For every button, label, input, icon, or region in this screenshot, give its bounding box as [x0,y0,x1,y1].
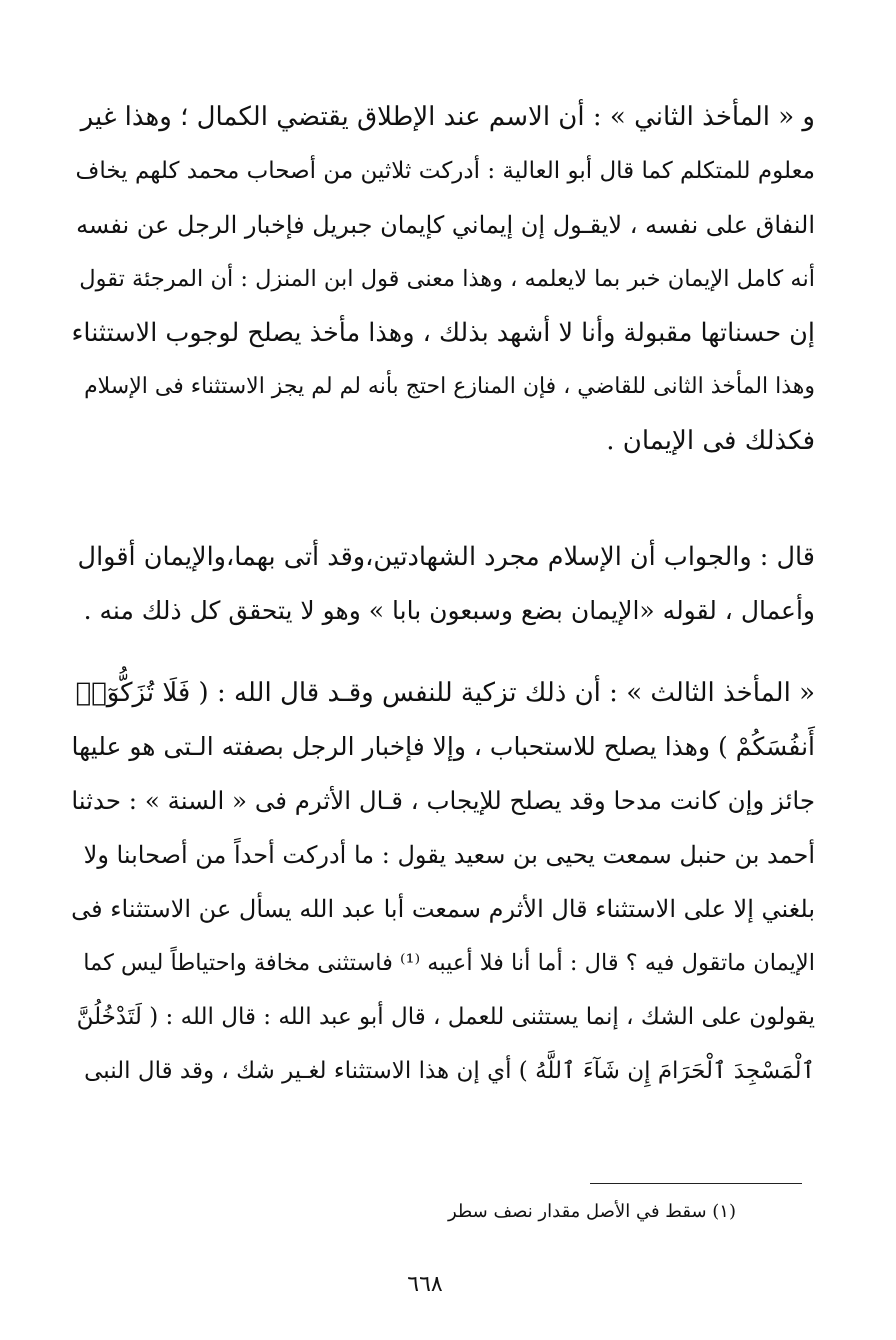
text-line: أنه كامل الإيمان خبر بما لايعلمه ، وهذا معنى قول ابن المنزل : أن المرجئة تقول [79,266,815,292]
footnote-divider [590,1183,802,1184]
text-line: يقولون على الشك ، إنما يستثنى للعمل ، قال أبو عبد الله : قال الله : ( لَتَدْخُلُنَّ [76,1004,815,1030]
text-line: و « المأخذ الثاني » : أن الاسم عند الإطلاق يقتضي الكمال ؛ وهذا غير [80,102,815,132]
text-line: بلغني إلا على الاستثناء قال الأثرم سمعت أبا عبد الله يسأل عن الاستثناء فى [71,895,815,923]
text-line: أَنفُسَكُمْ ) وهذا يصلح للاستحباب ، وإلا فإخبار الرجل بصفته الـتى هو عليها [71,732,815,761]
text-line: إن حسناتها مقبولة وأنا لا أشهد بذلك ، وهذا مأخذ يصلح لوجوب الاستثناء [71,318,815,348]
paragraph-third-argument [70,666,815,1098]
text-line: وهذا المأخذ الثانى للقاضي ، فإن المنازع احتج بأنه لم لم يجز الاستثناء فى الإسلام [84,374,815,399]
text-line: أحمد بن حنبل سمعت يحيى بن سعيد يقول : ما أدركت أحداً من أصحابنا ولا [83,841,815,869]
text-line: جائز وإن كانت مدحا وقد يصلح للإيجاب ، قـال الأثرم فى « السنة » : حدثنا [71,786,815,815]
paragraph-second-argument [70,90,815,468]
text-line: النفاق على نفسه ، لايقـول إن إيماني كإيمان جبريل فإخبار الرجل عن نفسه [76,211,815,239]
text-line: وأعمال ، لقوله «الإيمان بضع وسبعون بابا » وهو لا يتحقق كل ذلك منه . [83,596,815,625]
text-line: معلوم للمتكلم كما قال أبو العالية : أدركت ثلاثين من أصحاب محمد كلهم يخاف [75,158,815,184]
paragraph-answer [70,530,815,638]
text-line: « المأخذ الثالث » : أن ذلك تزكية للنفس وقـد قال الله : ( فَلَا تُزَكُّوٓا۟ [75,678,815,708]
text-line: فكذلك فى الإيمان . [606,426,815,456]
text-line: ٱلْمَسْجِدَ ٱلْحَرَامَ إِن شَآءَ ٱللَّهُ ) أي إن هذا الاستثناء لغـير شك ، وقد قال النبى [84,1058,815,1084]
footnote: (١) سقط في الأصل مقدار نصف سطر [447,1201,736,1222]
page-number: ٦٦٨ [407,1272,443,1297]
text-line: الإيمان ماتقول فيه ؟ قال : أما أنا فلا أعيبه ⁽¹⁾ فاستثنى مخافة واحتياطاً ليس كما [83,950,815,976]
text-line: قال : والجواب أن الإسلام مجرد الشهادتين،وقد أتى بهما،والإيمان أقوال [77,542,815,572]
